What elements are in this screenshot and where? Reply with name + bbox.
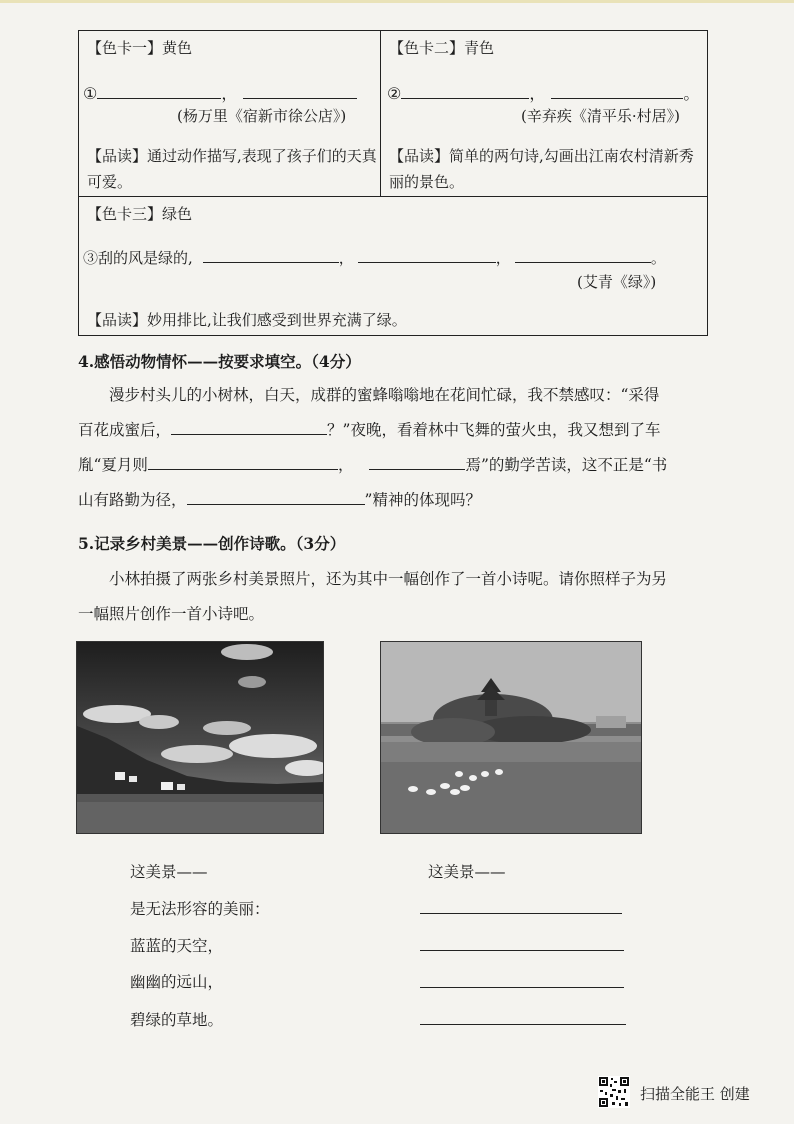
card-green <box>79 197 707 335</box>
q5-title: 5.记录乡村美景——创作诗歌。（3分） <box>78 534 346 553</box>
q4-line-3 <box>78 448 708 483</box>
q5-line-1: 小林拍摄了两张乡村美景照片，还为其中一幅创作了一首小诗呢。请你照样子为另 <box>109 570 668 588</box>
q5-line-2: 一幅照片创作一首小诗吧。 <box>78 605 265 623</box>
poem-left-line-2: 是无法形容的美丽： <box>130 900 270 918</box>
q5-paragraph <box>78 562 708 632</box>
q4-line-1: 漫步村头儿的小树林，白天，成群的蜜蜂嗡嗡地在花间忙碌，我不禁感叹：“采得 <box>109 386 660 404</box>
card1-comma: ， <box>221 84 238 103</box>
card2-title: 【色卡二】青色 <box>389 39 495 57</box>
q4-line-2 <box>78 413 708 448</box>
page-top-strip <box>0 0 794 3</box>
card2-number: ② <box>387 84 402 103</box>
q4-line-4 <box>78 483 708 518</box>
q4-blank-1[interactable] <box>171 420 327 435</box>
card2-period: 。 <box>683 84 700 103</box>
card1-blank-1[interactable] <box>97 84 221 99</box>
card-yellow <box>79 31 381 197</box>
card3-source: (艾青《绿》) <box>577 273 657 291</box>
card3-sep-2: ， <box>495 249 511 267</box>
poem-right-blank-4[interactable] <box>420 1024 626 1025</box>
q4-line-3-start: 胤“夏月则 <box>78 456 148 474</box>
card3-blank-2[interactable] <box>358 248 496 263</box>
poem-left-line-5: 碧绿的草地。 <box>130 1011 224 1029</box>
q4-line-2-end: ？”夜晚，看着林中飞舞的萤火虫，我又想到了车 <box>327 421 661 439</box>
card3-title: 【色卡三】绿色 <box>87 205 193 223</box>
card3-period: 。 <box>650 249 666 267</box>
q4-title: 4.感悟动物情怀——按要求填空。（4分） <box>78 352 361 371</box>
card1-source: (杨万里《宿新市徐公店》) <box>177 107 347 125</box>
poem-right-blank-1[interactable] <box>420 913 622 914</box>
q4-line-4-end: ”精神的体现吗？ <box>364 491 481 509</box>
poem-left-line-3: 蓝蓝的天空， <box>130 937 224 955</box>
card1-blank-2[interactable] <box>243 84 357 99</box>
card1-title: 【色卡一】黄色 <box>87 39 193 57</box>
poem-right-title: 这美景—— <box>428 863 506 881</box>
card2-source: (辛弃疾《清平乐·村居》) <box>521 107 680 125</box>
card-cyan <box>381 31 707 197</box>
card2-comma: ， <box>529 84 546 103</box>
poem-left-line-4: 幽幽的远山， <box>130 973 224 991</box>
q4-line-3-comma: ， <box>337 456 354 474</box>
photo-countryside-sky <box>76 641 324 834</box>
q4-paragraph <box>78 378 708 518</box>
poem-right-blank-3[interactable] <box>420 987 624 988</box>
card1-number: ① <box>83 84 98 103</box>
q4-blank-4[interactable] <box>187 490 365 505</box>
card3-blank-1[interactable] <box>203 248 339 263</box>
color-card-table <box>78 30 708 336</box>
q4-blank-3[interactable] <box>369 455 465 470</box>
q4-line-4-start: 山有路勤为径， <box>78 491 187 509</box>
card3-blank-3[interactable] <box>515 248 651 263</box>
card2-blank-2[interactable] <box>551 84 683 99</box>
poem-right-blank-2[interactable] <box>420 950 624 951</box>
card3-comment: 【品读】妙用排比,让我们感受到世界充满了绿。 <box>87 311 407 329</box>
qr-code-icon <box>598 1076 630 1108</box>
q4-line-2-start: 百花成蜜后， <box>78 421 172 439</box>
photo-pavilion-lake <box>380 641 642 834</box>
card2-blank-1[interactable] <box>401 84 529 99</box>
poem-left-line-1: 这美景—— <box>130 863 208 881</box>
card3-line-start: ③刮的风是绿的, <box>83 249 193 267</box>
card3-sep-1: ， <box>338 249 354 267</box>
card2-comment: 【品读】简单的两句诗,勾画出江南农村清新秀丽的景色。 <box>389 147 694 191</box>
q4-line-3-end: 焉”的勤学苦读，这不正是“书 <box>465 456 668 474</box>
footer-scanner-text: 扫描全能王 创建 <box>640 1085 750 1103</box>
card1-comment: 【品读】通过动作描写,表现了孩子们的天真可爱。 <box>87 147 377 191</box>
q4-blank-2[interactable] <box>148 455 338 470</box>
